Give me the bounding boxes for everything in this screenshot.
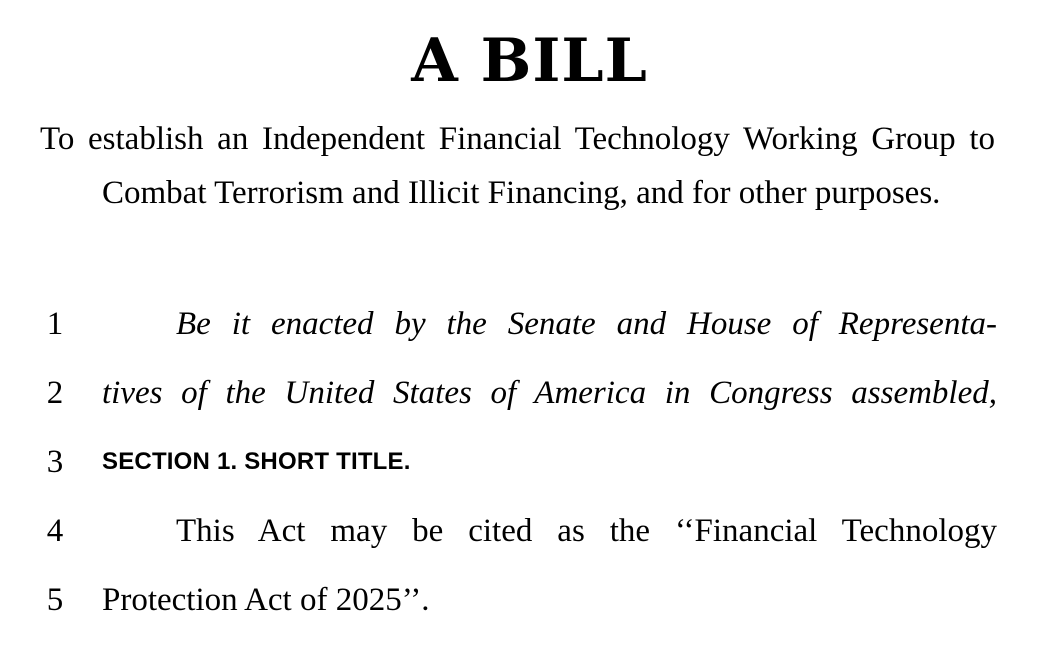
- bill-line-1: [0, 299, 1059, 349]
- short-title-text-line: Protection Act of 2025’’.: [102, 582, 430, 618]
- bill-heading: A BILL: [411, 26, 648, 96]
- short-title-text-line: This Act may be cited as the ‘‘Financial Technology: [176, 513, 997, 549]
- line-number: 2: [46, 375, 64, 411]
- line-number: 1: [46, 306, 64, 342]
- bill-line-4: [0, 506, 1059, 556]
- section-heading: SECTION 1. SHORT TITLE.: [102, 448, 411, 475]
- enacting-clause-line: Be it enacted by the Senate and House of Representa-: [176, 306, 997, 342]
- line-number: 4: [46, 513, 64, 549]
- line-number: 3: [46, 444, 64, 480]
- bill-purpose: To establish an Independent Financial Technology Working Group to Combat Terrorism and Illicit Financing, and for other purposes.: [40, 121, 995, 211]
- bill-line-3: [0, 437, 1059, 487]
- bill-line-2: [0, 368, 1059, 418]
- line-number: 5: [46, 582, 64, 618]
- bill-line-5: [0, 575, 1059, 625]
- enacting-clause-line: tives of the United States of America in Congress assembled,: [102, 375, 997, 411]
